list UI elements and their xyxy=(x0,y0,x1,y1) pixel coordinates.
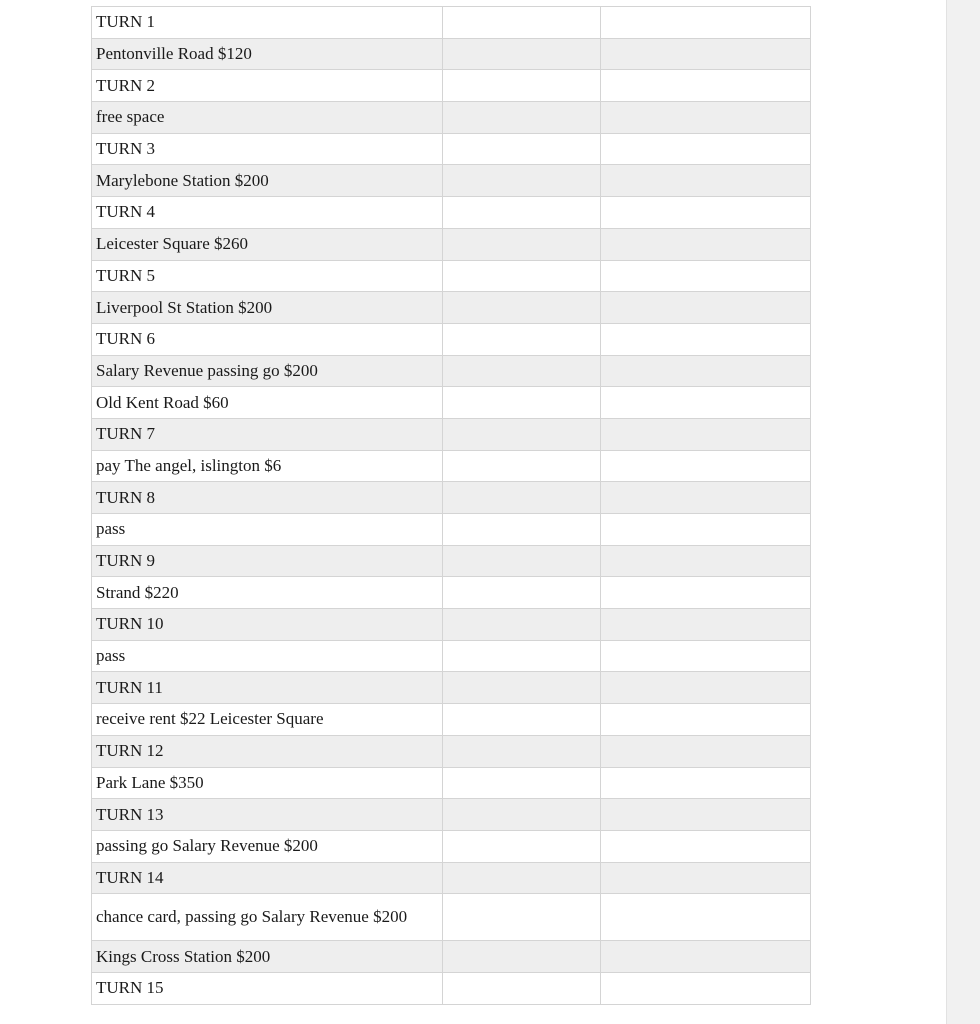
table-row xyxy=(92,133,811,165)
empty-cell xyxy=(443,133,601,165)
empty-cell xyxy=(443,450,601,482)
turn-log-table xyxy=(91,6,811,1005)
table-row xyxy=(92,941,811,973)
empty-cell xyxy=(443,799,601,831)
empty-cell xyxy=(601,799,811,831)
empty-cell xyxy=(443,640,601,672)
row-text-cell: TURN 15 xyxy=(92,972,443,1004)
row-text-cell: Pentonville Road $120 xyxy=(92,38,443,70)
table-row xyxy=(92,767,811,799)
empty-cell xyxy=(443,260,601,292)
empty-cell xyxy=(443,102,601,134)
empty-cell xyxy=(601,894,811,941)
empty-cell xyxy=(601,972,811,1004)
empty-cell xyxy=(443,577,601,609)
empty-cell xyxy=(601,102,811,134)
row-text-cell: Strand $220 xyxy=(92,577,443,609)
empty-cell xyxy=(601,672,811,704)
empty-cell xyxy=(443,830,601,862)
empty-cell xyxy=(443,972,601,1004)
table-row xyxy=(92,704,811,736)
table-row xyxy=(92,830,811,862)
empty-cell xyxy=(601,640,811,672)
table-row xyxy=(92,165,811,197)
empty-cell xyxy=(601,387,811,419)
table-row xyxy=(92,102,811,134)
empty-cell xyxy=(443,735,601,767)
row-text-cell: TURN 7 xyxy=(92,418,443,450)
table-row xyxy=(92,323,811,355)
empty-cell xyxy=(601,323,811,355)
vertical-scrollbar[interactable] xyxy=(946,0,980,1024)
table-row xyxy=(92,640,811,672)
table-row xyxy=(92,735,811,767)
table-row xyxy=(92,38,811,70)
table-row xyxy=(92,292,811,324)
table-row xyxy=(92,799,811,831)
table-row xyxy=(92,355,811,387)
table-row xyxy=(92,972,811,1004)
empty-cell xyxy=(601,862,811,894)
table-row xyxy=(92,450,811,482)
table-row xyxy=(92,577,811,609)
empty-cell xyxy=(601,38,811,70)
empty-cell xyxy=(601,450,811,482)
row-text-cell: Liverpool St Station $200 xyxy=(92,292,443,324)
row-text-cell: TURN 8 xyxy=(92,482,443,514)
table-row xyxy=(92,228,811,260)
table-row xyxy=(92,70,811,102)
empty-cell xyxy=(601,355,811,387)
row-text-cell: TURN 4 xyxy=(92,197,443,229)
empty-cell xyxy=(443,894,601,941)
row-text-cell: receive rent $22 Leicester Square xyxy=(92,704,443,736)
empty-cell xyxy=(601,545,811,577)
empty-cell xyxy=(601,704,811,736)
row-text-cell: Kings Cross Station $200 xyxy=(92,941,443,973)
row-text-cell: TURN 11 xyxy=(92,672,443,704)
table-row xyxy=(92,609,811,641)
empty-cell xyxy=(601,7,811,39)
empty-cell xyxy=(443,70,601,102)
empty-cell xyxy=(443,704,601,736)
row-text-cell: TURN 13 xyxy=(92,799,443,831)
table-row xyxy=(92,260,811,292)
row-text-cell: pass xyxy=(92,640,443,672)
row-text-cell: free space xyxy=(92,102,443,134)
empty-cell xyxy=(443,387,601,419)
turn-log-body xyxy=(92,7,811,1005)
row-text-cell: TURN 6 xyxy=(92,323,443,355)
empty-cell xyxy=(443,672,601,704)
empty-cell xyxy=(601,830,811,862)
empty-cell xyxy=(443,7,601,39)
empty-cell xyxy=(601,292,811,324)
row-text-cell: Salary Revenue passing go $200 xyxy=(92,355,443,387)
row-text-cell: chance card, passing go Salary Revenue $200 xyxy=(92,894,443,941)
row-text-cell: TURN 5 xyxy=(92,260,443,292)
empty-cell xyxy=(443,545,601,577)
empty-cell xyxy=(601,577,811,609)
row-text-cell: TURN 1 xyxy=(92,7,443,39)
table-row xyxy=(92,418,811,450)
row-text-cell: Marylebone Station $200 xyxy=(92,165,443,197)
table-row xyxy=(92,545,811,577)
empty-cell xyxy=(443,197,601,229)
row-text-cell: TURN 12 xyxy=(92,735,443,767)
empty-cell xyxy=(443,941,601,973)
table-row xyxy=(92,894,811,941)
row-text-cell: TURN 9 xyxy=(92,545,443,577)
table-row xyxy=(92,197,811,229)
empty-cell xyxy=(601,941,811,973)
empty-cell xyxy=(443,514,601,546)
empty-cell xyxy=(601,418,811,450)
row-text-cell: TURN 14 xyxy=(92,862,443,894)
empty-cell xyxy=(601,767,811,799)
table-row xyxy=(92,7,811,39)
empty-cell xyxy=(601,228,811,260)
table-row xyxy=(92,514,811,546)
row-text-cell: pass xyxy=(92,514,443,546)
table-row xyxy=(92,482,811,514)
empty-cell xyxy=(601,482,811,514)
empty-cell xyxy=(443,767,601,799)
empty-cell xyxy=(601,609,811,641)
table-row xyxy=(92,387,811,419)
row-text-cell: TURN 2 xyxy=(92,70,443,102)
empty-cell xyxy=(443,323,601,355)
row-text-cell: passing go Salary Revenue $200 xyxy=(92,830,443,862)
empty-cell xyxy=(443,355,601,387)
empty-cell xyxy=(443,482,601,514)
empty-cell xyxy=(601,260,811,292)
table-row xyxy=(92,672,811,704)
empty-cell xyxy=(601,165,811,197)
empty-cell xyxy=(601,735,811,767)
row-text-cell: TURN 3 xyxy=(92,133,443,165)
empty-cell xyxy=(601,133,811,165)
empty-cell xyxy=(601,514,811,546)
row-text-cell: TURN 10 xyxy=(92,609,443,641)
empty-cell xyxy=(443,165,601,197)
table-row xyxy=(92,862,811,894)
empty-cell xyxy=(443,862,601,894)
empty-cell xyxy=(601,197,811,229)
empty-cell xyxy=(443,418,601,450)
row-text-cell: pay The angel, islington $6 xyxy=(92,450,443,482)
empty-cell xyxy=(443,292,601,324)
empty-cell xyxy=(443,38,601,70)
empty-cell xyxy=(443,228,601,260)
empty-cell xyxy=(443,609,601,641)
empty-cell xyxy=(601,70,811,102)
row-text-cell: Old Kent Road $60 xyxy=(92,387,443,419)
row-text-cell: Park Lane $350 xyxy=(92,767,443,799)
row-text-cell: Leicester Square $260 xyxy=(92,228,443,260)
